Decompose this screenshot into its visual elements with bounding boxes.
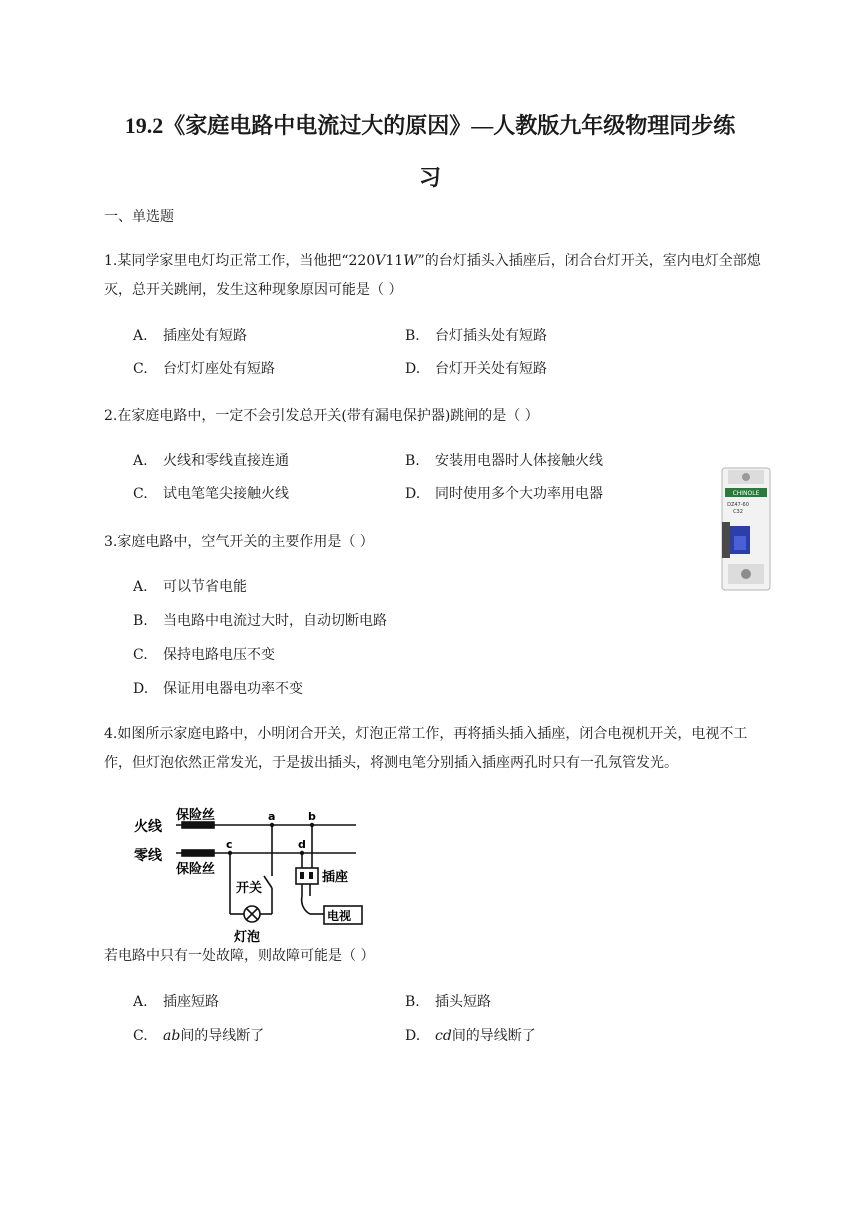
question-3-option-d[interactable]: D. 保证用电器电功率不变 (133, 681, 303, 697)
question-4-option-b[interactable]: B. 插头短路 (405, 994, 491, 1010)
label-bulb: 灯泡 (234, 930, 261, 945)
question-3-option-c[interactable]: C. 保持电路电压不变 (133, 647, 275, 663)
title-line-2: 习 (418, 165, 441, 190)
label-point-a: a (268, 810, 276, 823)
question-1-option-a[interactable]: A. 插座处有短路 (133, 328, 247, 344)
label-neutral-wire: 零线 (134, 848, 162, 864)
question-2-option-c[interactable]: C. 试电笔笔尖接触火线 (133, 486, 289, 502)
question-4-option-a[interactable]: A. 插座短路 (133, 994, 219, 1010)
label-point-b: b (308, 810, 316, 823)
question-1-stem: 1.某同学家里电灯均正常工作，当他把“220V11W”的台灯插头入插座后，闭合台灯开关，室内电灯全部熄灭，总开关跳闸，发生这种现象原因可能是（ ） (104, 253, 761, 298)
breaker-model-label: DZ47-60 (727, 502, 749, 508)
question-3-stem: 3.家庭电路中，空气开关的主要作用是（ ） (104, 534, 374, 550)
breaker-brand-label: CHINOLE (732, 490, 760, 497)
label-fuse-neutral: 保险丝 (176, 862, 216, 877)
question-1-option-c[interactable]: C. 台灯灯座处有短路 (133, 361, 275, 377)
question-3-option-b[interactable]: B. 当电路中电流过大时，自动切断电路 (133, 613, 387, 629)
document-title (100, 100, 760, 204)
label-switch: 开关 (236, 881, 263, 896)
question-4-option-c[interactable]: C. ab间的导线断了 (133, 1028, 265, 1044)
label-point-c: c (226, 838, 233, 851)
circuit-diagram (134, 806, 366, 946)
question-4-prompt: 若电路中只有一处故障，则故障可能是（ ） (104, 948, 375, 964)
section-heading: 一、单选题 (104, 209, 174, 225)
label-fuse-live: 保险丝 (176, 808, 216, 823)
label-tv: 电视 (327, 909, 352, 923)
breaker-rating-label: C32 (733, 509, 743, 515)
question-2-option-a[interactable]: A. 火线和零线直接连通 (133, 453, 289, 469)
label-live-wire: 火线 (134, 819, 162, 835)
label-point-d: d (298, 838, 306, 851)
question-2-stem: 2.在家庭电路中，一定不会引发总开关(带有漏电保护器)跳闸的是（ ） (104, 408, 539, 424)
title-line-1: 19.2《家庭电路中电流过大的原因》—人教版九年级物理同步练 (124, 113, 736, 138)
question-4-stem: 4.如图所示家庭电路中，小明闭合开关，灯泡正常工作，再将插头插入插座，闭合电视机开关，电视不工作，但灯泡依然正常发光，于是拔出插头，将测电笔分别插入插座两孔时只有一孔氖管发光。 (104, 726, 748, 771)
question-2-option-b[interactable]: B. 安装用电器时人体接触火线 (405, 453, 603, 469)
question-1-option-b[interactable]: B. 台灯插头处有短路 (405, 328, 547, 344)
label-socket: 插座 (322, 870, 349, 885)
question-2-option-d[interactable]: D. 同时使用多个大功率用电器 (405, 486, 603, 502)
question-4-option-d[interactable]: D. cd间的导线断了 (405, 1028, 536, 1044)
question-3-option-a[interactable]: A. 可以节省电能 (133, 579, 247, 595)
question-1-option-d[interactable]: D. 台灯开关处有短路 (405, 361, 547, 377)
